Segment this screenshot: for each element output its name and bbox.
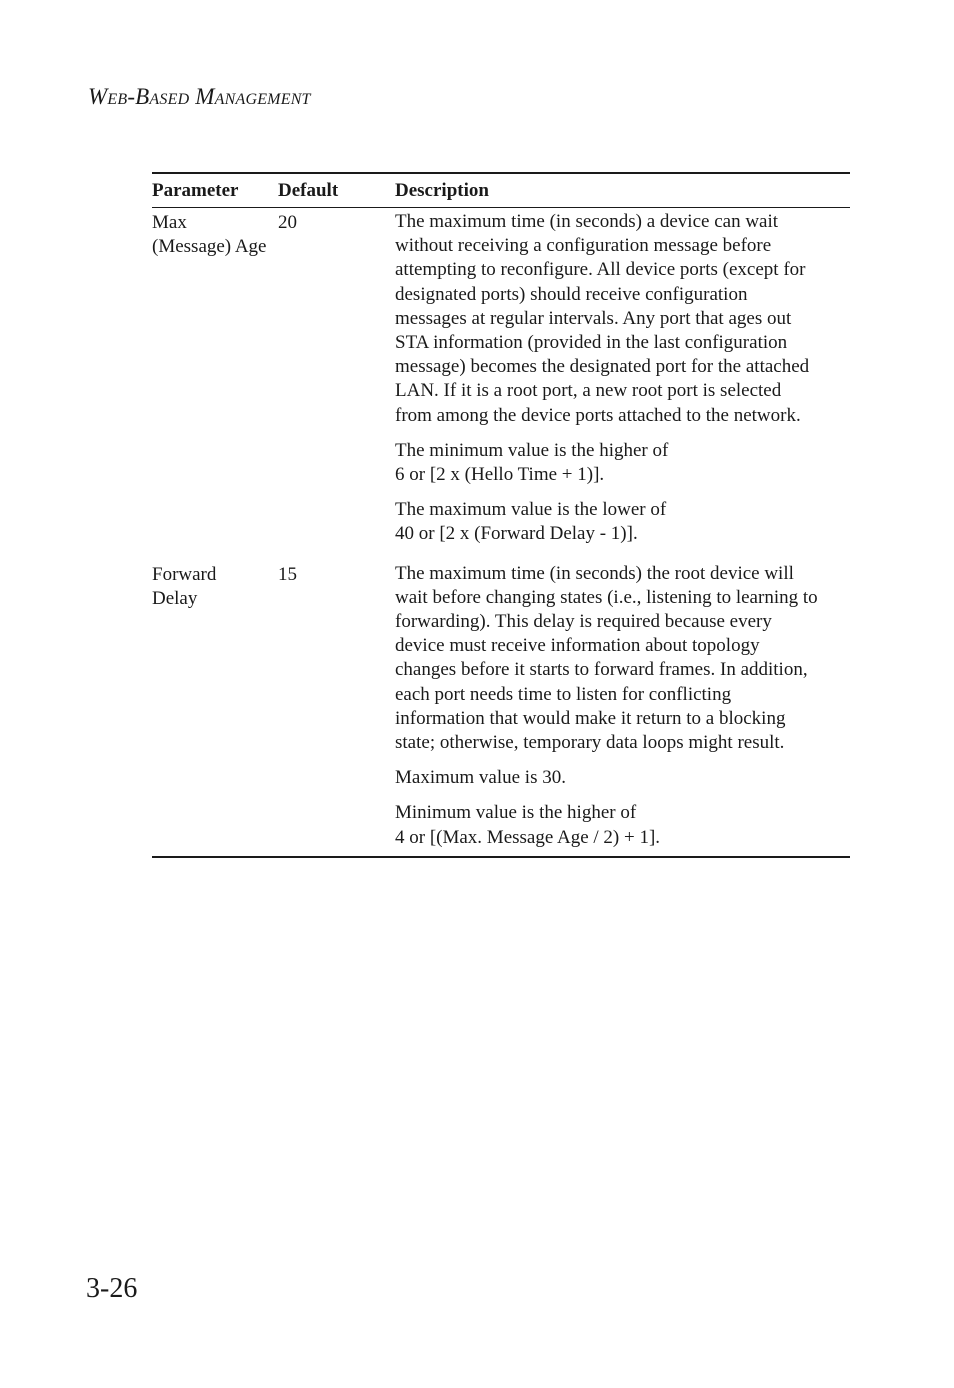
description-paragraph <box>395 562 850 756</box>
column-header-description: Description <box>395 179 489 201</box>
description-line: Maximum value is 30. <box>395 767 566 789</box>
default-value: 15 <box>278 563 297 585</box>
description-paragraph <box>395 498 850 546</box>
description-line: The maximum time (in seconds) the root device will <box>395 562 794 584</box>
parameter-name-line: Delay <box>152 587 198 609</box>
description-line: LAN. If it is a root port, a new root port is selected <box>395 380 782 402</box>
description-paragraph <box>395 439 850 487</box>
table-header-row <box>152 174 850 207</box>
description-line: 4 or [(Max. Message Age / 2) + 1]. <box>395 826 661 848</box>
description-line: 40 or [2 x (Forward Delay - 1)]. <box>395 523 638 545</box>
header-anagement: ANAGEMENT <box>214 91 311 108</box>
column-header-parameter: Parameter <box>152 179 239 201</box>
table-bottom-rule <box>152 856 850 858</box>
description-cell <box>395 562 850 850</box>
description-line: The minimum value is the higher of <box>395 439 669 461</box>
description-paragraph <box>395 801 850 849</box>
header-eb: EB <box>107 91 128 108</box>
description-line: The maximum value is the lower of <box>395 499 667 521</box>
description-line: messages at regular intervals. Any port that ages out <box>395 307 792 329</box>
header-w: W <box>88 84 108 109</box>
column-header-default: Default <box>278 179 339 201</box>
description-line: Minimum value is the higher of <box>395 802 637 824</box>
description-line: wait before changing states (i.e., listening to learning to <box>395 586 818 608</box>
parameter-cell <box>152 562 278 850</box>
description-line: 6 or [2 x (Hello Time + 1)]. <box>395 464 605 486</box>
parameter-name-line: Forward <box>152 563 217 585</box>
description-line: information that would make it return to a blocking <box>395 707 786 729</box>
description-line: attempting to reconfigure. All device ports (except for <box>395 259 806 281</box>
description-line: device must receive information about topology <box>395 635 760 657</box>
running-header <box>88 84 311 110</box>
parameter-table <box>152 172 850 858</box>
parameter-name-line: Max <box>152 212 187 233</box>
description-line: The maximum time (in seconds) a device can wait <box>395 211 779 232</box>
default-value: 20 <box>278 212 297 233</box>
table-row <box>152 558 850 850</box>
table-row <box>152 208 850 558</box>
description-line: designated ports) should receive configuration <box>395 283 748 305</box>
description-line: forwarding). This delay is required because every <box>395 611 772 633</box>
parameter-name-line: (Message) Age <box>152 236 267 258</box>
header-ased: ASED <box>149 91 190 108</box>
description-line: state; otherwise, temporary data loops might result. <box>395 732 785 754</box>
description-line: STA information (provided in the last configuration <box>395 332 788 354</box>
description-line: message) becomes the designated port for the attached <box>395 356 810 378</box>
description-line: without receiving a configuration message before <box>395 235 772 257</box>
parameter-cell <box>152 210 278 558</box>
description-line: from among the device ports attached to the network. <box>395 404 801 426</box>
description-paragraph <box>395 766 850 790</box>
description-paragraph <box>395 210 850 428</box>
description-cell <box>395 210 850 558</box>
header-m: M <box>195 84 215 109</box>
description-line: changes before it starts to forward frames. In addition, <box>395 659 808 681</box>
header-dash-b: -B <box>127 84 150 109</box>
page-number: 3-26 <box>86 1273 138 1304</box>
description-line: each port needs time to listen for conflicting <box>395 683 732 705</box>
